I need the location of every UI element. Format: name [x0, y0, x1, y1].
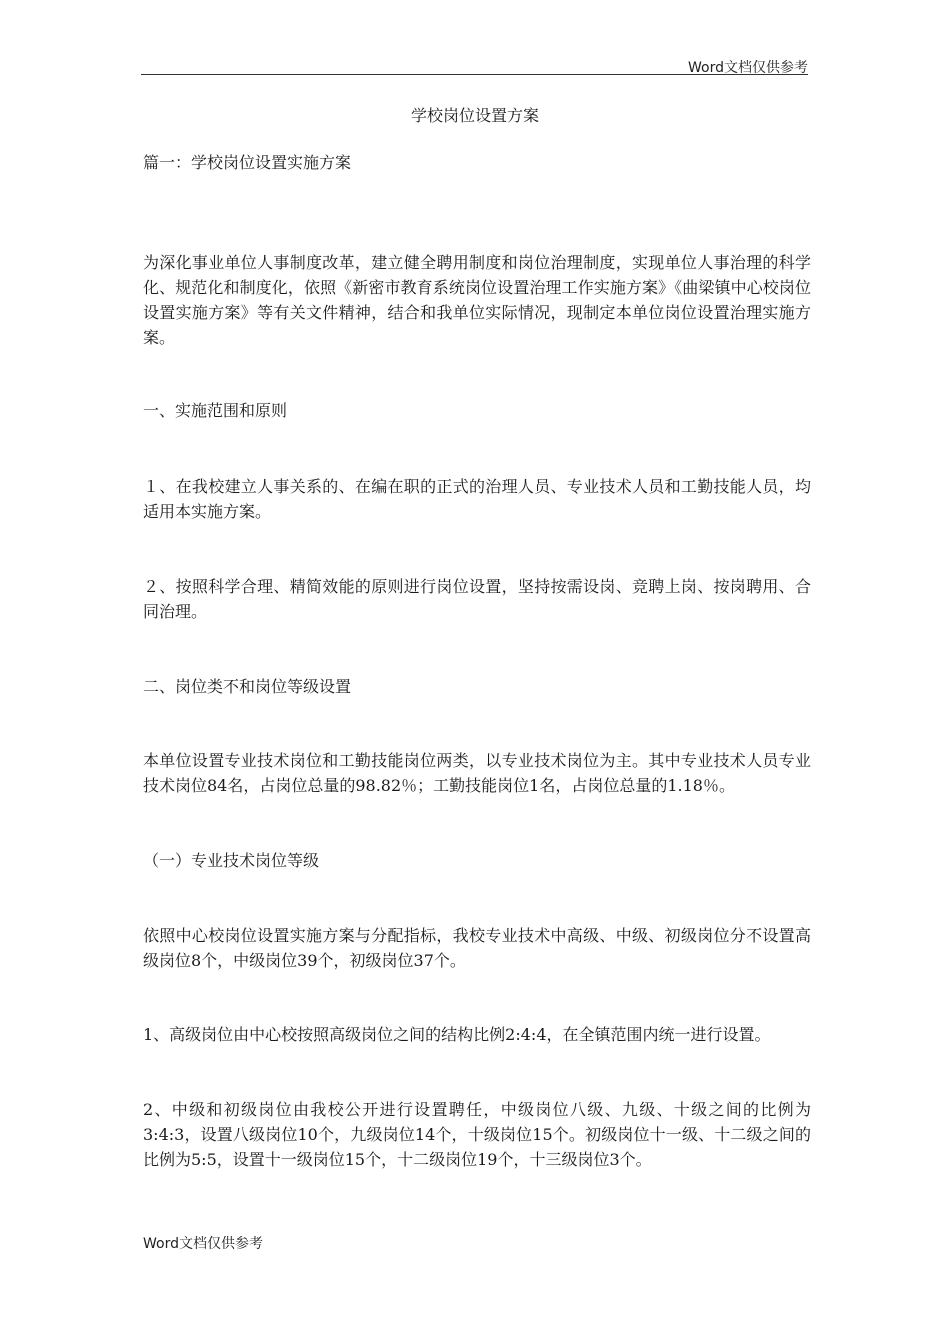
document-title: 学校岗位设置方案: [410, 106, 539, 125]
levels-item-2: 2、中级和初级岗位由我校公开进行设置聘任，中级岗位八级、九级、十级之间的比例为3:4:3，设置八级岗位10个，九级岗位14个，十级岗位15个。初级岗位十一级、十二级之间的比例为5:5，设置十一级岗位15个，十二级岗位19个，十三级岗位3个。: [143, 1100, 811, 1169]
section-heading-categories: 二、岗位类不和岗位等级设置: [143, 677, 352, 696]
levels-paragraph: 依照中心校岗位设置实施方案与分配指标，我校专业技术中高级、中级、初级岗位分不设置高级岗位8个，中级岗位39个，初级岗位37个。: [143, 926, 811, 970]
scope-item-1: １、在我校建立人事关系的、在编在职的正式的治理人员、专业技术人员和工勤技能人员，均适用本实施方案。: [143, 477, 811, 521]
intro-paragraph: 为深化事业单位人事制度改革，建立健全聘用制度和岗位治理制度，实现单位人事治理的科学化、规范化和制度化，依照《新密市教育系统岗位设置治理工作实施方案》《曲梁镇中心校岗位设置实施方案》等有关文件精神，结合和我单位实际情况，现制定本单位岗位设置治理实施方案。: [143, 253, 811, 347]
scope-item-2: ２、按照科学合理、精简效能的原则进行岗位设置，坚持按需设岗、竞聘上岗、按岗聘用、合同治理。: [143, 577, 811, 621]
page-footer-text: Word文档仅供参考: [143, 1236, 263, 1252]
categories-paragraph: 本单位设置专业技术岗位和工勤技能岗位两类，以专业技术岗位为主。其中专业技术人员专业技术岗位84名，占岗位总量的98.82％；工勤技能岗位1名，占岗位总量的1.18％。: [143, 751, 811, 795]
levels-item-1: 1、高级岗位由中心校按照高级岗位之间的结构比例2:4:4，在全镇范围内统一进行设置。: [143, 1025, 771, 1044]
chapter-heading: 篇一：学校岗位设置实施方案: [143, 153, 352, 172]
header-divider: [141, 74, 808, 75]
subsection-heading-levels: （一）专业技术岗位等级: [143, 851, 320, 870]
page-header-text: Word文档仅供参考: [688, 60, 808, 76]
section-heading-scope: 一、实施范围和原则: [143, 401, 288, 420]
